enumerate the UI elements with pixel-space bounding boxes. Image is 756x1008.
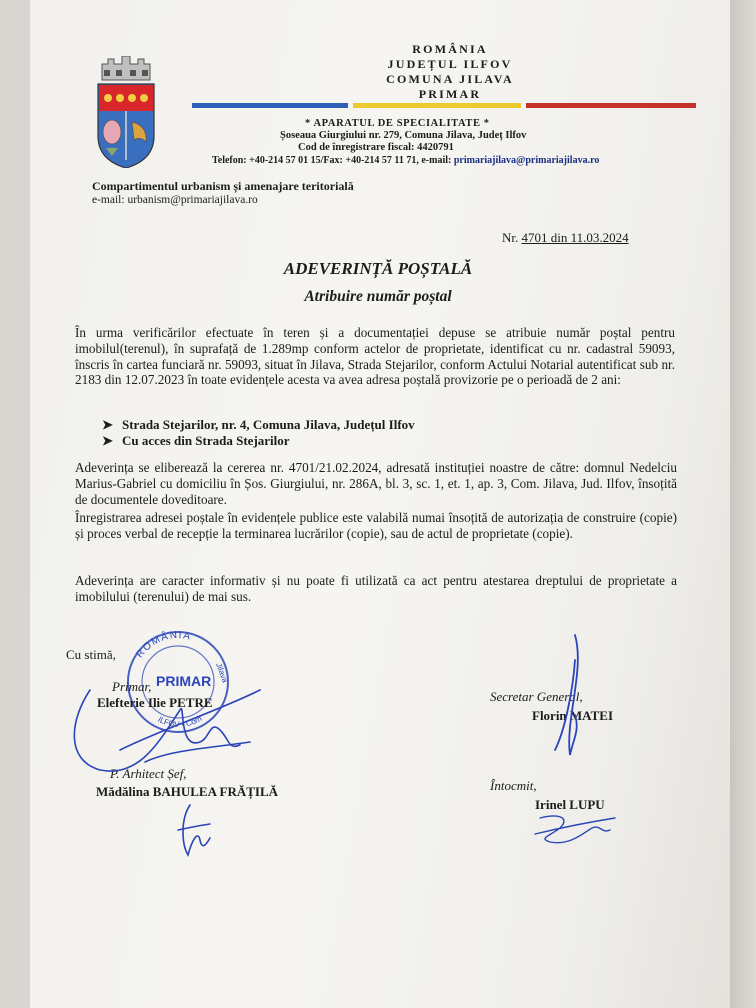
drafter-role: Întocmit,	[490, 778, 537, 793]
compartment-email: e-mail: urbanism@primariajilava.ro	[92, 194, 258, 206]
header-county: JUDEȚUL ILFOV	[387, 57, 513, 71]
architect-role: P. Arhitect Șef,	[110, 766, 187, 781]
coat-of-arms-icon	[96, 56, 156, 168]
paragraph-intro: În urma verificărilor efectuate în teren și a documentației depuse se atribuie număr poștal pentru imobilul(terenul), în suprafață de 1.289mp conform actelor de proprietate, identificat cu nr. cadastral 59093, înscris în cartea funciară nr. 59093, situat în Jilava, Strada Stejarilor, conform Actului Notarial autentificat sub nr. 2183 din 12.07.2023 în toate evidențele acesta va avea adresa poștală provizorie pe o perioadă de 2 ani:	[75, 325, 675, 388]
flag-stripe-yellow	[353, 103, 521, 108]
document-date-value: 11.03.2024	[570, 230, 629, 245]
compartment-name: Compartimentul urbanism și amenajare teritorială	[92, 179, 354, 193]
document-subtitle: Atribuire număr poștal	[304, 288, 452, 305]
paragraph-informative: Adeverința are caracter informativ și nu poate fi utilizată ca act pentru atestarea dreptului de proprietate a imobilului (terenului) de mai sus.	[75, 573, 677, 604]
document-title: ADEVERINȚĂ POȘTALĂ	[283, 259, 473, 278]
bullet-access	[102, 433, 290, 449]
drafter-signature	[530, 808, 620, 848]
bullet-access-text: Cu acces din Strada Stejarilor	[122, 433, 290, 448]
header-contact-email-link[interactable]: primariajilava@primariajilava.ro	[453, 155, 600, 166]
header-center	[340, 42, 560, 102]
document-number	[502, 230, 629, 246]
document-number-value: 4701	[521, 230, 548, 245]
secretary-name: Florin MATEI	[532, 708, 614, 723]
stamp-right-text: Jilava	[214, 661, 230, 684]
stamp-top-text: ROMÂNIA	[134, 629, 193, 661]
document-number-label: Nr.	[502, 230, 522, 245]
header-office: PRIMAR	[418, 87, 482, 101]
document-date-label: din	[547, 230, 571, 245]
closing-text: Cu stimă,	[66, 647, 116, 662]
paragraph-request: Adeverința se eliberează la cererea nr. 4701/21.02.2024, adresată instituției noastre de către: domnul Nedelciu Marius-Gabriel cu domiciliu în Șos. Giurgiului, nr. 286A, bl. 3, sc. 1, et. 1, ap. 3, Com. Jilava, Jud. Ilfov, însoțită de documentele doveditoare.	[75, 460, 677, 507]
mayor-name: Elefterie Ilie PETRE	[97, 695, 213, 710]
mayor-signature	[60, 650, 280, 780]
flag-stripe-red	[526, 103, 696, 108]
mayor-role: Primar,	[112, 679, 152, 694]
header-commune: COMUNA JILAVA	[386, 72, 514, 86]
architect-signature	[170, 800, 220, 860]
stamp-bottom-text: ILFOV • Com	[156, 713, 204, 729]
paragraph-registration: Înregistrarea adresei poștale în evidențele publice este valabilă numai însoțită de autorizația de construire (copie) și proces verbal de recepție la terminarea lucrărilor (copie), sau de actul de proprietate (copie).	[75, 510, 677, 541]
header-country: ROMÂNIA	[412, 42, 488, 56]
secretary-role: Secretar General,	[490, 689, 583, 704]
stamp-center-text: PRIMAR	[156, 673, 212, 689]
secretary-signature	[545, 630, 615, 760]
architect-name: Mădălina BAHULEA FRĂȚILĂ	[96, 784, 279, 799]
bullet-address-text: Strada Stejarilor, nr. 4, Comuna Jilava, Județul Ilfov	[122, 417, 415, 432]
header-fiscal-code: Cod de înregistrare fiscal: 4420791	[298, 142, 454, 153]
header-contact	[212, 155, 599, 166]
background-edge	[730, 0, 756, 1008]
bullet-address	[102, 417, 415, 433]
drafter-name: Irinel LUPU	[535, 797, 605, 812]
flag-stripe-blue	[192, 103, 348, 108]
header-department: * APARATUL DE SPECIALITATE *	[305, 118, 490, 129]
arrow-bullet-icon: ➤	[102, 417, 113, 432]
header-contact-phone: Telefon: +40-214 57 01 15/Fax: +40-214 57 11 71, e-mail:	[212, 155, 454, 166]
header-address: Șoseaua Giurgiului nr. 279, Comuna Jilava, Județ Ilfov	[280, 130, 527, 141]
arrow-bullet-icon: ➤	[102, 433, 113, 448]
